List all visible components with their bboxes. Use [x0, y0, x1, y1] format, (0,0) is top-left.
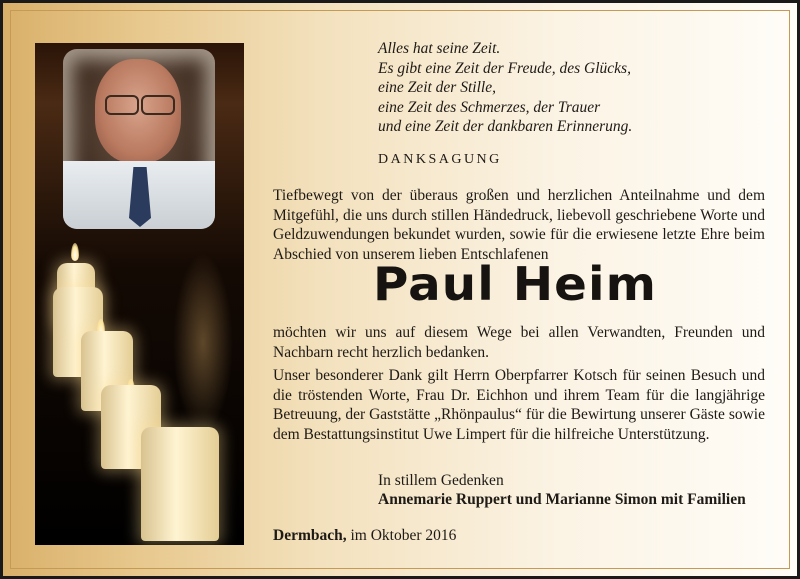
- quote-line: eine Zeit der Stille,: [378, 79, 496, 96]
- place: Dermbach,: [273, 527, 347, 544]
- place-date: [273, 527, 456, 545]
- intro-paragraph: Tiefbewegt von der überaus großen und herzlichen Anteilnahme und dem Mitgefühl, die uns durch stillen Händedruck, liebevoll geschriebene Worte und Geldzuwendungen bekundet wurden, sowie für die erwiesene letzte Ehre beim Abschied von unserem lieben Entschlafenen: [273, 187, 765, 263]
- quote-line: eine Zeit des Schmerzes, der Trauer: [378, 98, 601, 116]
- quote-line: Alles hat seine Zeit.: [378, 40, 501, 57]
- quote-line: Es gibt eine Zeit der Freude, des Glücks,: [378, 59, 631, 77]
- quote-line: und eine Zeit der dankbaren Erinnerung.: [378, 118, 633, 135]
- quote-block: [378, 39, 678, 137]
- candle-flame-icon: [71, 243, 79, 261]
- closing-line: In stillem Gedenken: [378, 472, 504, 489]
- special-thanks-paragraph: Unser besonderer Dank gilt Herrn Oberpfarrer Kotsch für seinen Besuch und die tröstenden Worte, Frau Dr. Eichhon und ihrem Team für die langjährige Betreuung, der Gaststätte „Rhönpaulus“ für die Bewirtung unserer Gäste sowie dem Bestattungsinstitut Uwe Limpert für die hilfreiche Unterstützung.: [273, 367, 765, 443]
- date: im Oktober 2016: [350, 527, 457, 544]
- photo-panel: [35, 43, 244, 545]
- glasses-icon: [103, 95, 175, 115]
- deceased-name: Paul Heim: [373, 257, 657, 311]
- thanks-paragraph: möchten wir uns auf diesem Wege bei allen Verwandten, Freunden und Nachbarn recht herzlich bedanken.: [273, 324, 765, 361]
- signatories: Annemarie Ruppert und Marianne Simon mit Familien: [378, 491, 746, 508]
- portrait-photo: [63, 49, 215, 229]
- heading: DANKSAGUNG: [378, 152, 502, 167]
- candle-icon: [141, 427, 219, 541]
- portrait-head: [95, 59, 181, 163]
- smoke-glow: [173, 253, 233, 433]
